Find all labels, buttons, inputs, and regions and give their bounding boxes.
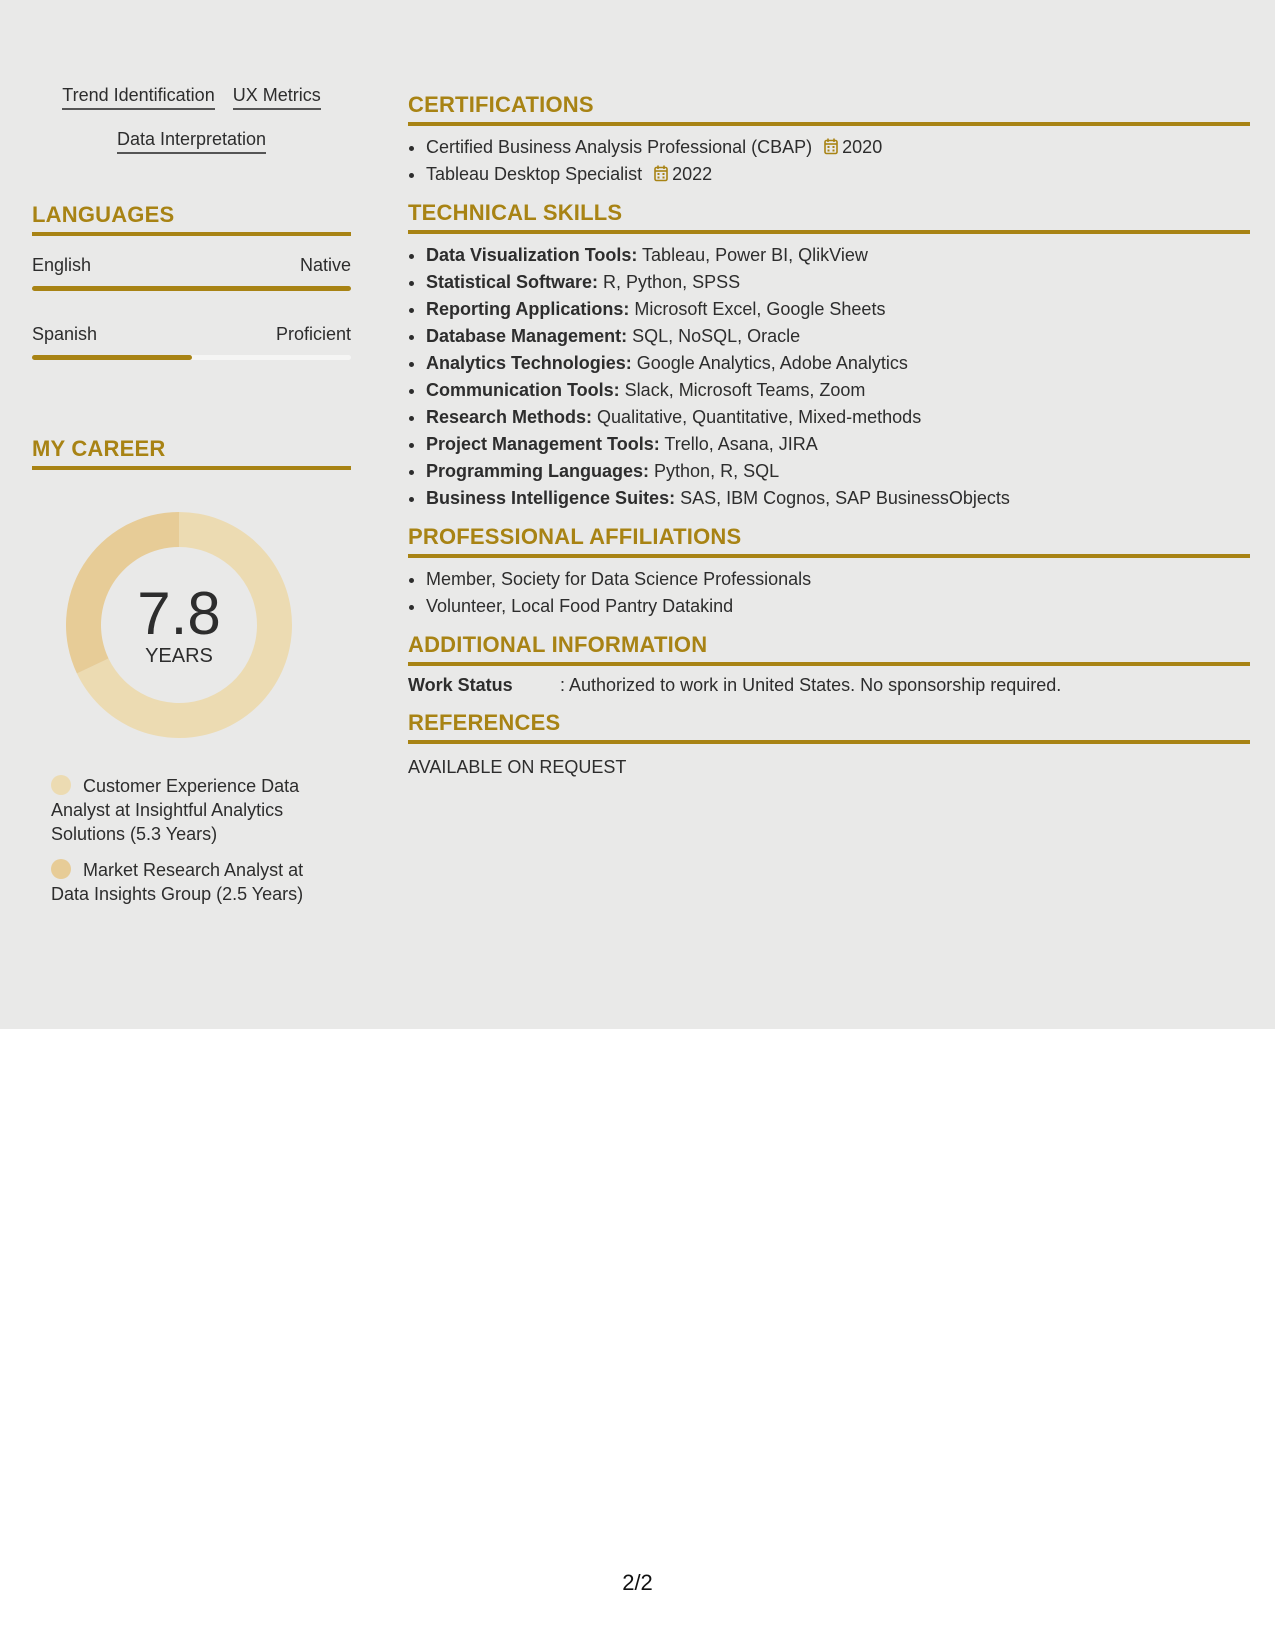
section-title: CERTIFICATIONS <box>408 92 1250 126</box>
certification-name: Certified Business Analysis Professional (CBAP) <box>426 137 813 157</box>
certifications-section <box>408 92 1250 188</box>
references-text: AVAILABLE ON REQUEST <box>408 757 627 777</box>
skill-label: Project Management Tools: <box>426 434 660 454</box>
list-item <box>426 485 1250 512</box>
section-title: PROFESSIONAL AFFILIATIONS <box>408 524 1250 558</box>
skill-value: Microsoft Excel, Google Sheets <box>629 299 886 319</box>
skill-value: Google Analytics, Adobe Analytics <box>631 353 908 373</box>
skill-value: SAS, IBM Cognos, SAP BusinessObjects <box>675 488 1010 508</box>
section-title: LANGUAGES <box>32 202 351 236</box>
list-item: • Volunteer, Local Food Pantry Datakind <box>426 593 1250 620</box>
skill-tag: Data Interpretation <box>117 128 266 154</box>
language-bar-fill <box>32 355 192 360</box>
section-title: MY CAREER <box>32 436 351 470</box>
calendar-icon <box>824 138 838 155</box>
skill-tag: UX Metrics <box>233 84 321 110</box>
language-name: Spanish <box>32 324 98 344</box>
skill-label: Database Management: <box>426 326 628 346</box>
language-bar <box>32 286 351 291</box>
skill-label: Reporting Applications: <box>426 299 630 319</box>
skill-value: Tableau, Power BI, QlikView <box>637 245 868 265</box>
skill-label: Data Visualization Tools: <box>426 245 638 265</box>
legend-label: Market Research Analyst at Data Insights Group (2.5 Years) <box>51 860 304 904</box>
right-column <box>408 92 1250 792</box>
list-item <box>426 134 1250 161</box>
skill-label: Business Intelligence Suites: <box>426 488 676 508</box>
language-level: Native <box>299 255 351 275</box>
work-status-value: : Authorized to work in United States. No sponsorship required. <box>560 675 1062 695</box>
affiliations-section <box>408 524 1250 620</box>
career-total-value: 7.8 <box>137 580 221 647</box>
career-section <box>32 436 351 906</box>
certifications-list <box>408 134 1250 188</box>
technical-skills-list <box>408 242 1250 512</box>
skill-tags <box>32 84 351 154</box>
language-bar <box>32 355 351 360</box>
skill-value: Python, R, SQL <box>649 461 780 481</box>
calendar-icon <box>654 165 668 182</box>
legend-dot <box>51 859 71 879</box>
skill-label: Analytics Technologies: <box>426 353 632 373</box>
technical-skills-section <box>408 200 1250 512</box>
skill-tag: Trend Identification <box>62 84 214 110</box>
certification-name: Tableau Desktop Specialist <box>426 164 643 184</box>
list-item: • Member, Society for Data Science Professionals <box>426 566 1250 593</box>
language-name: English <box>32 255 92 275</box>
skill-label: Statistical Software: <box>426 272 599 292</box>
list-item <box>426 161 1250 188</box>
references-section <box>408 710 1250 780</box>
skill-value: Qualitative, Quantitative, Mixed-methods <box>592 407 922 427</box>
list-item <box>426 404 1250 431</box>
list-item <box>426 269 1250 296</box>
skill-value: Trello, Asana, JIRA <box>659 434 818 454</box>
language-level: Proficient <box>275 324 351 344</box>
left-column <box>32 84 351 918</box>
legend-item <box>51 774 331 846</box>
donut-center <box>66 512 292 738</box>
list-item <box>426 377 1250 404</box>
list-item <box>426 350 1250 377</box>
additional-info-section <box>408 632 1250 698</box>
skill-label: Research Methods: <box>426 407 593 427</box>
skill-value: Slack, Microsoft Teams, Zoom <box>619 380 866 400</box>
language-item <box>32 323 351 360</box>
language-item <box>32 254 351 291</box>
certification-year: 2020 <box>842 137 883 157</box>
skill-value: SQL, NoSQL, Oracle <box>627 326 801 346</box>
skill-label: Programming Languages: <box>426 461 650 481</box>
career-donut <box>66 512 292 738</box>
legend-label: Customer Experience Data Analyst at Insightful Analytics Solutions (5.3 Years) <box>51 776 300 844</box>
legend-item <box>51 858 331 906</box>
list-item <box>426 431 1250 458</box>
career-legend <box>51 774 331 906</box>
list-item <box>426 458 1250 485</box>
affiliations-list <box>408 566 1250 620</box>
languages-section <box>32 202 351 360</box>
legend-dot <box>51 775 71 795</box>
work-status-row <box>408 672 1250 698</box>
career-total-unit: YEARS <box>145 645 213 667</box>
skill-value: R, Python, SPSS <box>598 272 741 292</box>
work-status-label: Work Status <box>408 675 513 695</box>
section-title: TECHNICAL SKILLS <box>408 200 1250 234</box>
list-item <box>426 323 1250 350</box>
list-item <box>426 242 1250 269</box>
certification-year: 2022 <box>672 164 713 184</box>
list-item <box>426 296 1250 323</box>
skill-label: Communication Tools: <box>426 380 620 400</box>
page-number: 2/2 <box>622 1570 653 1595</box>
section-title: ADDITIONAL INFORMATION <box>408 632 1250 666</box>
language-bar-fill <box>32 286 351 291</box>
section-title: REFERENCES <box>408 710 1250 744</box>
